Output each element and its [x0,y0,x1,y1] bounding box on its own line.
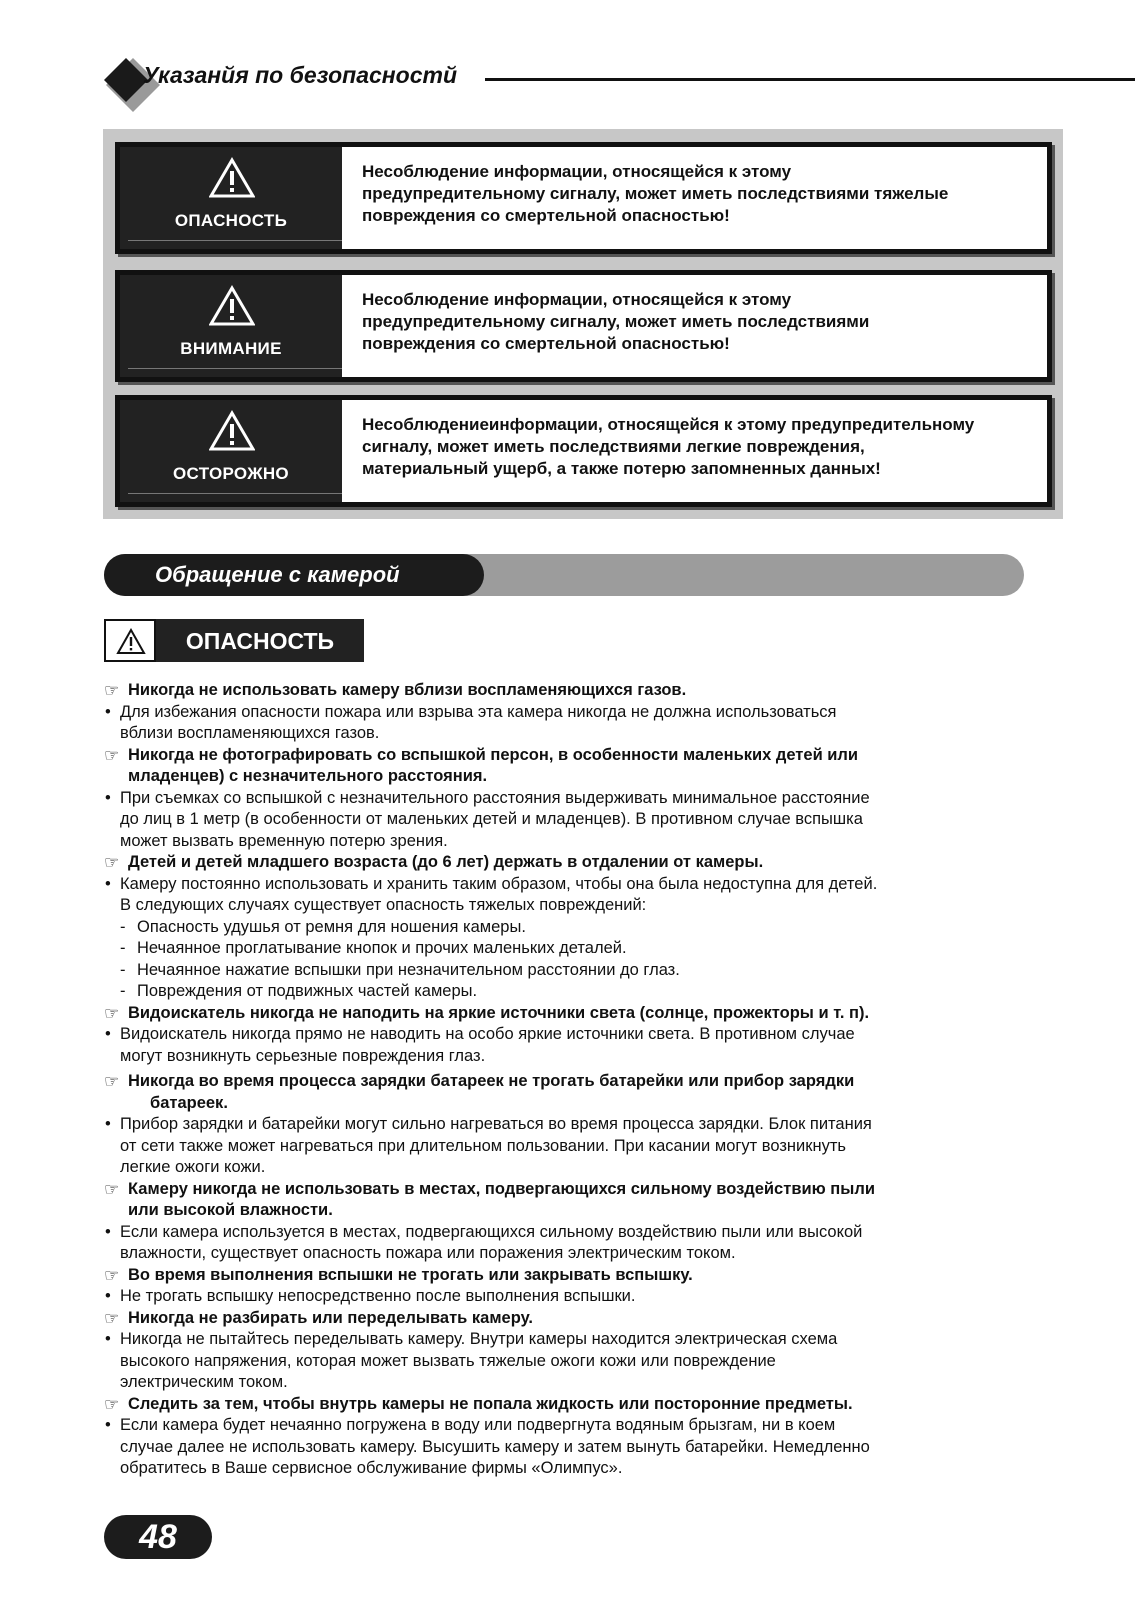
instruction-bullet [104,702,1034,745]
instruction-line: легкие ожоги кожи. [120,1158,266,1176]
warning-triangle-icon [116,628,146,655]
instruction-heading [104,1179,1034,1222]
page-header-title: Указанйя по безопасностй [143,62,458,88]
signal-label: ВНИМАНИЕ [180,339,282,358]
dash-marker: - [120,982,126,1000]
bullet-icon: • [105,702,111,721]
instruction-bullet [104,1222,1034,1265]
instruction-line: Для избежания опасности пожара или взрыва эта камера никогда не должна использоваться [120,702,837,721]
bullet-icon: • [105,1115,111,1133]
bullet-icon: • [105,1330,111,1348]
instruction-line: Никогда не фотографировать со вспышкой персон, в особенности маленьких детей или [128,745,859,764]
instruction-dash-item [104,981,1034,1003]
bullet-icon: • [105,1416,111,1434]
instruction-line: или высокой влажности. [128,1201,333,1219]
danger-label: ОПАСНОСТЬ [185,628,335,654]
instruction-dash-item [104,960,1034,982]
header-rule [485,78,1135,81]
instruction-line: Никогда не разбирать или переделывать камеру. [128,1308,533,1327]
bullet-icon: • [105,788,111,807]
pointing-hand-icon: ☞ [104,681,120,700]
bullet-icon: • [105,874,111,893]
instruction-line: Видоискатель никогда прямо не наводить на особо яркие источники света. В противном случае [120,1025,855,1043]
danger-label-block [104,619,364,662]
instruction-line: Прибор зарядки и батарейки могут сильно нагреваться во время процесса зарядки. Блок питания [120,1115,872,1133]
instruction-line: младенцев) с незначительного расстояния. [128,767,488,785]
instruction-bullet [104,874,1034,917]
instruction-heading [104,1308,1034,1330]
instruction-line: При съемках со вспышкой с незначительного расстояния выдерживать минимальное расстояние [120,788,870,807]
instruction-heading [104,852,1034,874]
instruction-line: Следить за тем, чтобы внутрь камеры не попала жидкость или посторонние предметы. [128,1394,853,1413]
instruction-line: могут возникнуть серьезные повреждения глаз. [120,1046,486,1065]
instruction-line: Во время выполнения вспышки не трогать или закрывать вспышку. [128,1265,693,1284]
instruction-line: В следующих случаях существует опасность тяжелых повреждений: [120,896,647,914]
section-title: Обращение с камерой [155,562,400,587]
dash-marker: - [120,917,126,936]
pointing-hand-icon: ☞ [104,1072,120,1091]
dash-marker: - [120,960,126,979]
page-number: 48 [139,1518,177,1556]
instruction-line: Никогда не пытайтесь переделывать камеру. Внутри камеры находится электрическая схема [120,1330,838,1348]
instruction-line: Никогда во время процесса зарядки батареек не трогать батарейки или прибор зарядки [128,1072,855,1090]
instruction-line: Камеру никогда не использовать в местах, подвергающихся сильному воздействию пыли [128,1179,875,1198]
instruction-line: влажности, существует опасность пожара или поражения электрическим током. [120,1244,736,1262]
warning-triangle-icon [209,285,255,327]
pointing-hand-icon: ☞ [104,1179,120,1199]
instruction-heading [104,1071,1034,1114]
signal-box-warning [115,270,1052,382]
instruction-line: Опасность удушья от ремня для ношения камеры. [137,917,526,936]
instruction-line: высокого напряжения, которая может вызвать тяжелые ожоги кожи или повреждение [120,1351,776,1370]
instruction-bullet [104,1415,1034,1480]
instruction-line: электрическим током. [120,1373,288,1391]
pointing-hand-icon: ☞ [104,745,120,765]
instruction-heading [104,1394,1034,1416]
instruction-dash-item [104,938,1034,960]
instruction-heading [104,1003,1034,1025]
instruction-line: Никогда не использовать камеру вблизи воспламеняющихся газов. [128,681,687,699]
signal-words-panel [103,129,1063,519]
dash-marker: - [120,939,126,957]
instruction-line: до лиц в 1 метр (в особенности от маленьких детей и младенцев). В противном случае вспышка [120,810,863,828]
instruction-line: обратитесь в Ваше сервисное обслуживание фирмы «Олимпус». [120,1459,623,1477]
instruction-line: Нечаянное нажатие вспышки при незначительном расстоянии до глаз. [137,960,680,979]
instruction-line: Нечаянное проглатывание кнопок и прочих маленьких деталей. [137,939,627,957]
instruction-bullet [104,1114,1034,1179]
instruction-line: Повреждения от подвижных частей камеры. [137,982,478,1000]
signal-box-caution [115,395,1052,507]
signal-description: Несоблюдениеинформации, относящейся к этому предупредительному сигналу, может иметь последствиями легкие повреждения, материальный ущерб, а также потерю запомненных данных! [362,415,975,478]
pointing-hand-icon: ☞ [104,1003,120,1023]
pointing-hand-icon: ☞ [104,1308,120,1328]
instruction-bullet [104,1286,1034,1308]
instruction-bullet [104,788,1034,853]
instruction-line: Если камера будет нечаянно погружена в воду или подвергнута водяным брызгам, ни в коем [120,1416,836,1434]
instruction-line: случае далее не использовать камеру. Высушить камеру и затем вынуть батарейки. Немедленно [120,1437,870,1456]
warning-triangle-icon [209,157,255,199]
instruction-line: вблизи воспламеняющихся газов. [120,724,380,742]
safety-instructions-list [104,680,1034,1480]
signal-box-danger [115,142,1052,254]
instruction-line: батареек. [150,1093,228,1112]
instruction-line: может вызвать временную потерю зрения. [120,831,448,850]
bullet-icon: • [105,1222,111,1241]
signal-description: Несоблюдение информации, относящейся к этому предупредительному сигналу, может иметь последствиями тяжелые повреждения со смертельной опасностью! [362,162,949,225]
signal-label: ОПАСНОСТЬ [174,211,288,230]
instruction-line: Камеру постоянно использовать и хранить таким образом, чтобы она была недоступна для детей. [120,874,878,893]
instruction-line: Детей и детей младшего возраста (до 6 лет) держать в отдалении от камеры. [128,853,764,871]
instruction-line: Видоискатель никогда не наподить на яркие источники света (солнце, прожекторы и т. п). [128,1003,870,1022]
instruction-heading [104,680,1034,702]
signal-description: Несоблюдение информации, относящейся к этому предупредительному сигналу, может иметь последствиями повреждения со смертельной опасностью! [362,290,870,353]
instruction-dash-item [104,917,1034,939]
pointing-hand-icon: ☞ [104,1394,120,1414]
bullet-icon: • [105,1025,111,1043]
instruction-bullet [104,1024,1034,1067]
instruction-heading [104,1265,1034,1287]
pointing-hand-icon: ☞ [104,853,120,872]
pointing-hand-icon: ☞ [104,1265,120,1285]
instruction-heading [104,745,1034,788]
warning-triangle-icon [209,410,255,452]
instruction-line: Если камера используется в местах, подвергающихся сильному воздействию пыли или высокой [120,1222,863,1241]
instruction-line: Не трогать вспышку непосредственно после выполнения вспышки. [120,1287,636,1305]
signal-label: ОСТОРОЖНО [173,464,289,483]
bullet-icon: • [105,1287,111,1305]
instruction-line: от сети также может нагреваться при длительном пользовании. При касании могут возникнуть [120,1136,846,1155]
instruction-bullet [104,1329,1034,1394]
